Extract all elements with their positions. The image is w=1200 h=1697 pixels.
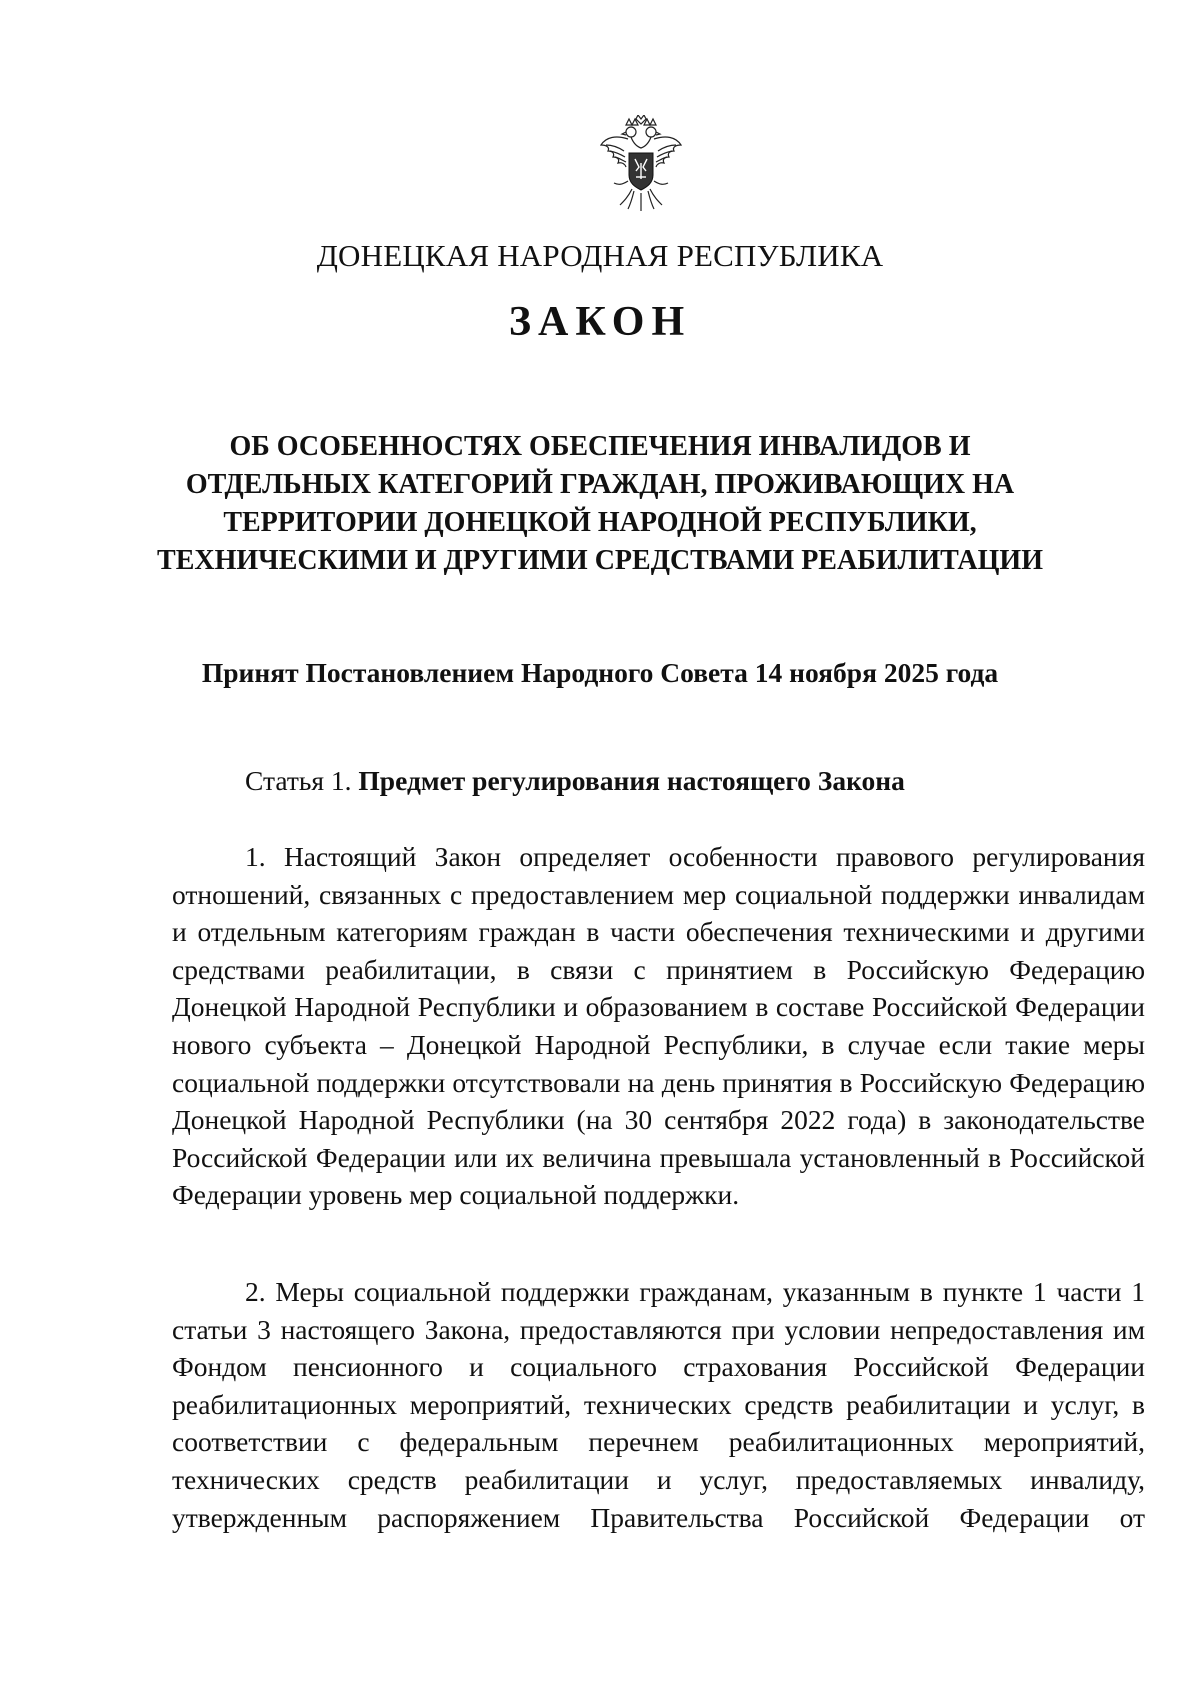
article-paragraph-1: 1. Настоящий Закон определяет особенности правового регулирования отношений, связанных с предоставлением мер социальной поддержки инвалидам и отдельным категориям граждан в части обеспечения техническими и другими средствами реабилитации, в связи с принятием в Российскую Федерацию Донецкой Народной Республики и образованием в составе Российской Федерации нового субъекта – Донецкой Народной Республики, в случае если такие меры социальной поддержки отсутствовали на день принятия в Российскую Федерацию Донецкой Народной Республики (на 30 сентября 2022 года) в законодательстве Российской Федерации или их величина превышала установленный в Российской Федерации уровень мер социальной поддержки. [172, 841, 1145, 1211]
republic-name: ДОНЕЦКАЯ НАРОДНАЯ РЕСПУБЛИКА [316, 238, 884, 273]
article-title: Предмет регулирования настоящего Закона [358, 765, 905, 796]
document-type: ЗАКОН [508, 299, 692, 345]
article-paragraph-2: 2. Меры социальной поддержки гражданам, указанным в пункте 1 части 1 статьи 3 настоящего Закона, предоставляются при условии непредоставления им Фондом пенсионного и социального страхования Российской Федерации реабилитационных мероприятий, технических средств реабилитации и услуг, в соответствии с федеральным перечнем реабилитационных мероприятий, технических средств реабилитации и услуг, предоставляемых инвалиду, утвержденным распоряжением Правительства Российской Федерации от [172, 1276, 1145, 1533]
article-label: Статья 1. [245, 765, 352, 796]
adoption-note: Принят Постановлением Народного Совета 14 ноября 2025 года [201, 657, 999, 688]
article-heading [245, 765, 905, 797]
dpr-coat-of-arms-icon [598, 115, 684, 215]
law-title: ОБ ОСОБЕННОСТЯХ ОБЕСПЕЧЕНИЯ ИНВАЛИДОВ И ОТДЕЛЬНЫХ КАТЕГОРИЙ ГРАЖДАН, ПРОЖИВАЮЩИХ НА ТЕРРИТОРИИ ДОНЕЦКОЙ НАРОДНОЙ РЕСПУБЛИКИ, ТЕХНИЧЕСКИМИ И ДРУГИМИ СРЕДСТВАМИ РЕАБИЛИТАЦИИ [157, 431, 1043, 576]
